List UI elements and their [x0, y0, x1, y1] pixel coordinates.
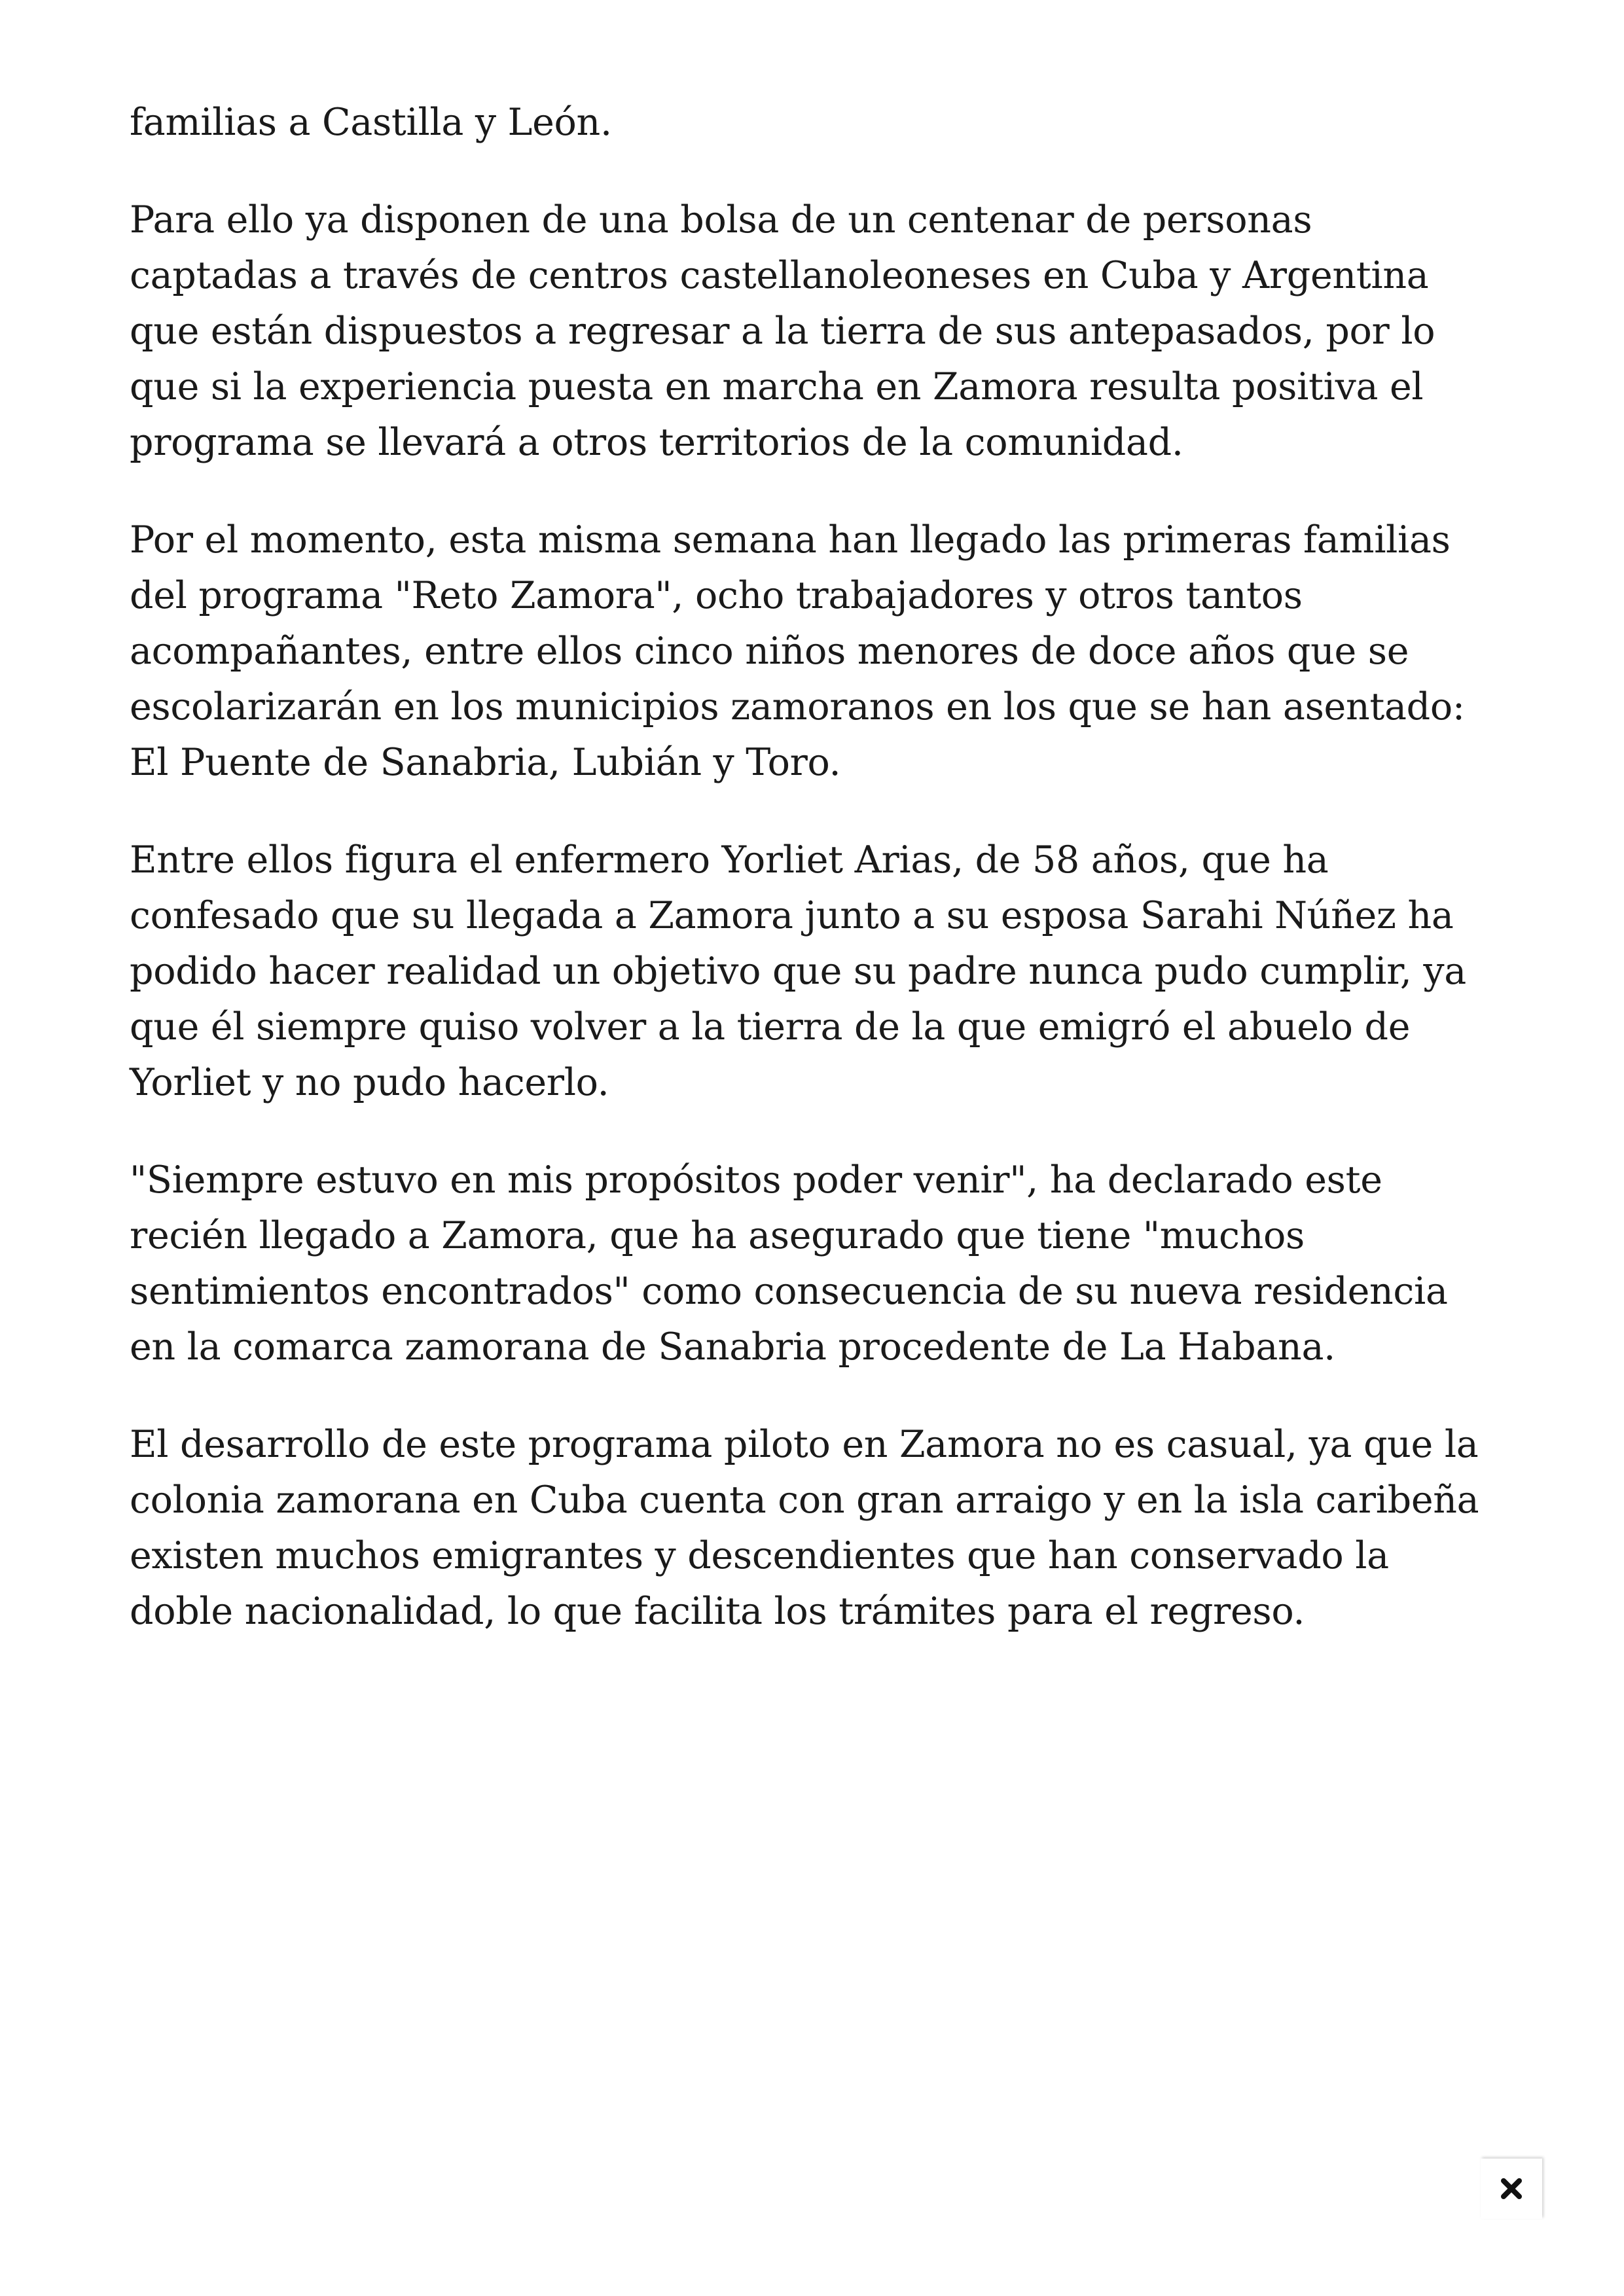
- article-paragraph: Entre ellos figura el enfermero Yorliet Arias, de 58 años, que ha confesado que su llegada a Zamora junto a su esposa Sarahi Núñez ha podido hacer realidad un objetivo que su padre nunca pudo cumplir, ya que él siempre quiso volver a la tierra de la que emigró el abuelo de Yorliet y no pudo hacerlo.: [130, 838, 1466, 1104]
- close-icon: [1498, 2176, 1525, 2202]
- article-body: [130, 95, 1491, 1681]
- article-paragraph: familias a Castilla y León.: [130, 101, 612, 144]
- article-paragraph: El desarrollo de este programa piloto en Zamora no es casual, ya que la colonia zamorana en Cuba cuenta con gran arraigo y en la isla caribeña existen muchos emigrantes y descendientes que han conservado la doble nacionalidad, lo que facilita los trámites para el regreso.: [130, 1423, 1479, 1633]
- article-paragraph: Para ello ya disponen de una bolsa de un centenar de personas captadas a través de centros castellanoleoneses en Cuba y Argentina que están dispuestos a regresar a la tierra de sus antepasados, por lo que si la experiencia puesta en marcha en Zamora resulta positiva el programa se llevará a otros territorios de la comunidad.: [130, 198, 1435, 464]
- article-paragraph: "Siempre estuvo en mis propósitos poder venir", ha declarado este recién llegado a Zamora, que ha asegurado que tiene "muchos sentimientos encontrados" como consecuencia de su nueva residencia en la comarca zamorana de Sanabria procedente de La Habana.: [130, 1158, 1448, 1369]
- article-paragraph: Por el momento, esta misma semana han llegado las primeras familias del programa "Reto Zamora", ocho trabajadores y otros tantos acompañantes, entre ellos cinco niños menores de doce años que se escolarizarán en los municipios zamoranos en los que se han asentado: El Puente de Sanabria, Lubián y Toro.: [130, 518, 1465, 784]
- close-button[interactable]: [1481, 2159, 1542, 2219]
